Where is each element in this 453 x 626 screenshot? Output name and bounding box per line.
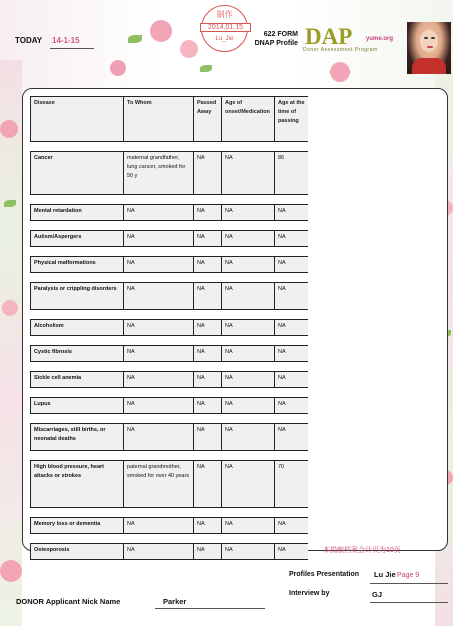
leaf-icon bbox=[4, 200, 16, 207]
leaf-icon bbox=[128, 35, 142, 43]
stamp-bottom-text: Lu_Jie bbox=[215, 36, 234, 42]
flower-icon bbox=[110, 60, 126, 76]
spacer-row bbox=[30, 195, 308, 205]
table-row: Autism/Aspergers NA NA NA NA bbox=[30, 231, 308, 247]
table-row: Cystic fibrosis NA NA NA NA bbox=[30, 346, 308, 362]
interview-underline bbox=[370, 602, 448, 603]
spacer-row bbox=[30, 388, 308, 398]
spacer-row bbox=[30, 534, 308, 544]
table-row: Physical malformations NA NA NA NA bbox=[30, 257, 308, 273]
profiles-presentation-value: Lu Jie bbox=[374, 570, 396, 579]
spacer-row bbox=[30, 142, 308, 152]
stamp-date: 2014.01.15 bbox=[200, 23, 251, 32]
flower-icon bbox=[150, 20, 172, 42]
table-row: High blood pressure, heart attacks or strokes paternal grandmother, smoked for over 40 years NA NA 70 bbox=[30, 461, 308, 508]
spacer-row bbox=[30, 221, 308, 231]
header-disease: Disease bbox=[30, 97, 123, 141]
floral-left-border bbox=[0, 60, 22, 626]
flower-icon bbox=[330, 62, 350, 82]
spacer-row bbox=[30, 362, 308, 372]
leaf-icon bbox=[200, 65, 212, 72]
today-value: 14-1-15 bbox=[52, 36, 80, 45]
header-passed-away: Passed Away bbox=[193, 97, 221, 141]
spacer-row bbox=[30, 310, 308, 320]
logo: DAP bbox=[305, 24, 353, 49]
table-row: Memory loss or dementia NA NA NA NA bbox=[30, 518, 308, 534]
form-title-line2: DNAP Profile bbox=[254, 40, 298, 47]
stamp-top-text: 制作 bbox=[216, 10, 233, 19]
logo-subtitle: Donor Assessment Program bbox=[303, 47, 378, 53]
spacer-row bbox=[30, 414, 308, 424]
table-row: Osteoporosis NA NA NA NA bbox=[30, 544, 308, 560]
header-age-at-passing: Age at the time of passing bbox=[274, 97, 308, 141]
interview-by-label: Interview by bbox=[289, 590, 330, 597]
table-row: Mental retardation NA NA NA NA bbox=[30, 205, 308, 221]
table-header-row bbox=[30, 97, 308, 142]
today-underline bbox=[50, 48, 94, 49]
logo-suffix: yume.org bbox=[366, 36, 394, 42]
table-row: Paralysis or crippling disorders NA NA NA NA bbox=[30, 283, 308, 310]
flower-icon bbox=[0, 560, 22, 582]
interview-by-value: GJ bbox=[372, 590, 383, 599]
table-row: Lupus NA NA NA NA bbox=[30, 398, 308, 414]
header-to-whom: To Whom bbox=[123, 97, 193, 141]
form-title-line1: 622 FORM bbox=[263, 31, 298, 38]
family-history-table bbox=[30, 96, 308, 560]
table-row: Miscarriages, still births, or neonatal deaths NA NA NA NA bbox=[30, 424, 308, 451]
profiles-presentation-label: Profiles Presentation bbox=[289, 571, 360, 578]
flower-icon bbox=[0, 120, 18, 138]
profiles-underline bbox=[370, 583, 448, 584]
form-title bbox=[246, 30, 298, 48]
nick-name-underline bbox=[155, 608, 265, 609]
flower-icon bbox=[180, 40, 198, 58]
page-count-note: 本捐献档案会计页为10页 bbox=[323, 547, 401, 554]
donor-photo bbox=[407, 22, 451, 74]
nick-name-label: DONOR Applicant Nick Name bbox=[16, 597, 121, 606]
table-row: Cancer maternal grandfather, lung cancer, smoked for 50 y NA NA 86 bbox=[30, 152, 308, 195]
table-row: Sickle cell anemia NA NA NA NA bbox=[30, 372, 308, 388]
spacer-row bbox=[30, 508, 308, 518]
header-age-of-onset: Age of onset/Medication bbox=[221, 97, 274, 141]
page-number: Page 9 bbox=[397, 572, 420, 579]
nick-name-value: Parker bbox=[163, 597, 187, 606]
table-row: Alcoholism NA NA NA NA bbox=[30, 320, 308, 336]
spacer-row bbox=[30, 451, 308, 461]
spacer-row bbox=[30, 247, 308, 257]
spacer-row bbox=[30, 336, 308, 346]
flower-icon bbox=[2, 300, 18, 316]
spacer-row bbox=[30, 273, 308, 283]
production-stamp bbox=[201, 5, 248, 52]
today-label: TODAY bbox=[15, 36, 43, 45]
